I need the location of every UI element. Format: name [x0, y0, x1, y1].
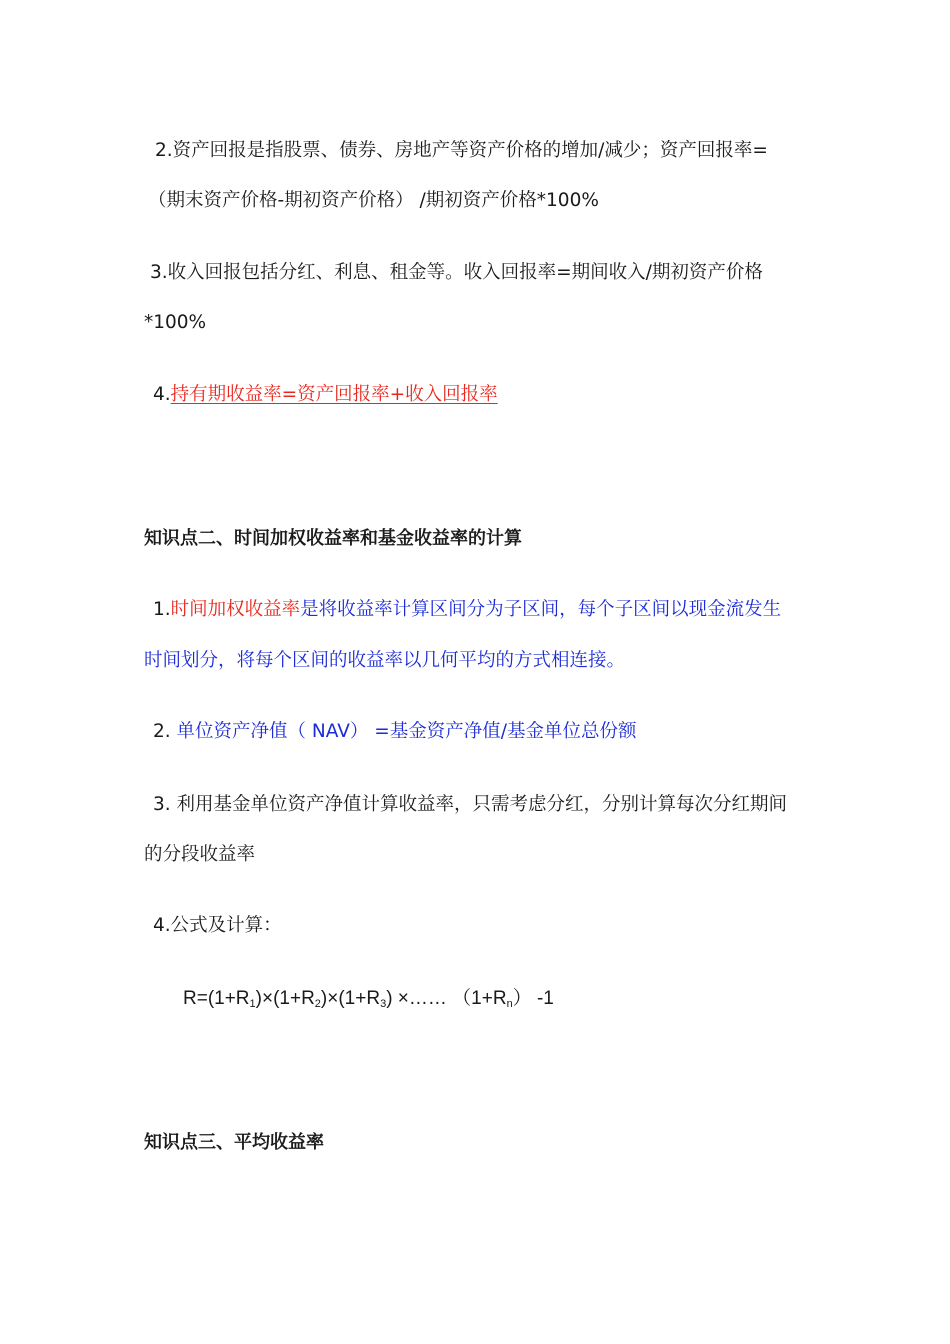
- formula-part: )×(1+R: [320, 988, 381, 1009]
- twr-definition-line-2: 时间划分，将每个区间的收益率以几何平均的方式相连接。: [144, 650, 626, 671]
- twr-definition-text: 是将收益率计算区间分为子区间，每个子区间以现金流发生: [300, 599, 782, 620]
- formula-part: ) ×…… （1+R: [386, 988, 507, 1009]
- formula-subscript: n: [506, 998, 513, 1010]
- formula-subscript: 1: [249, 998, 256, 1010]
- nav-return-line-1: 3. 利用基金单位资产净值计算收益率，只需考虑分红，分别计算每次分红期间: [153, 794, 788, 815]
- item-number: 1.: [153, 599, 171, 620]
- item-number: 2.: [153, 721, 177, 742]
- section-heading-2: 知识点二、时间加权收益率和基金收益率的计算: [144, 528, 522, 549]
- income-return-line-1: 3.收入回报包括分红、利息、租金等。收入回报率=期间收入/期初资产价格: [150, 262, 763, 283]
- twr-definition-line-1: [153, 597, 781, 623]
- asset-return-line-2: （期末资产价格-期初资产价格） /期初资产价格*100%: [148, 190, 599, 211]
- formula-part: ） -1: [512, 988, 554, 1009]
- section-heading-3: 知识点三、平均收益率: [144, 1132, 324, 1153]
- nav-return-line-2: 的分段收益率: [144, 844, 256, 865]
- formula-subscript: 2: [314, 998, 321, 1010]
- formula-part: R=(1+R: [183, 988, 250, 1009]
- nav-definition: [153, 719, 637, 745]
- holding-period-formula: 持有期收益率=资产回报率+收入回报率: [170, 384, 498, 405]
- formula-part: )×(1+R: [255, 988, 315, 1009]
- holding-period-return: [153, 382, 498, 408]
- asset-return-line-1: 2.资产回报是指股票、债券、房地产等资产价格的增加/减少；资产回报率=: [155, 140, 768, 161]
- twr-formula: [183, 986, 554, 1017]
- income-return-line-2: *100%: [144, 312, 207, 333]
- formula-subscript: 3: [380, 998, 387, 1010]
- formula-label: 4.公式及计算：: [153, 915, 282, 936]
- item-number: 4.: [153, 384, 171, 405]
- twr-term: 时间加权收益率: [170, 599, 301, 620]
- nav-formula: 单位资产净值（ NAV） =基金资产净值/基金单位总份额: [176, 721, 637, 742]
